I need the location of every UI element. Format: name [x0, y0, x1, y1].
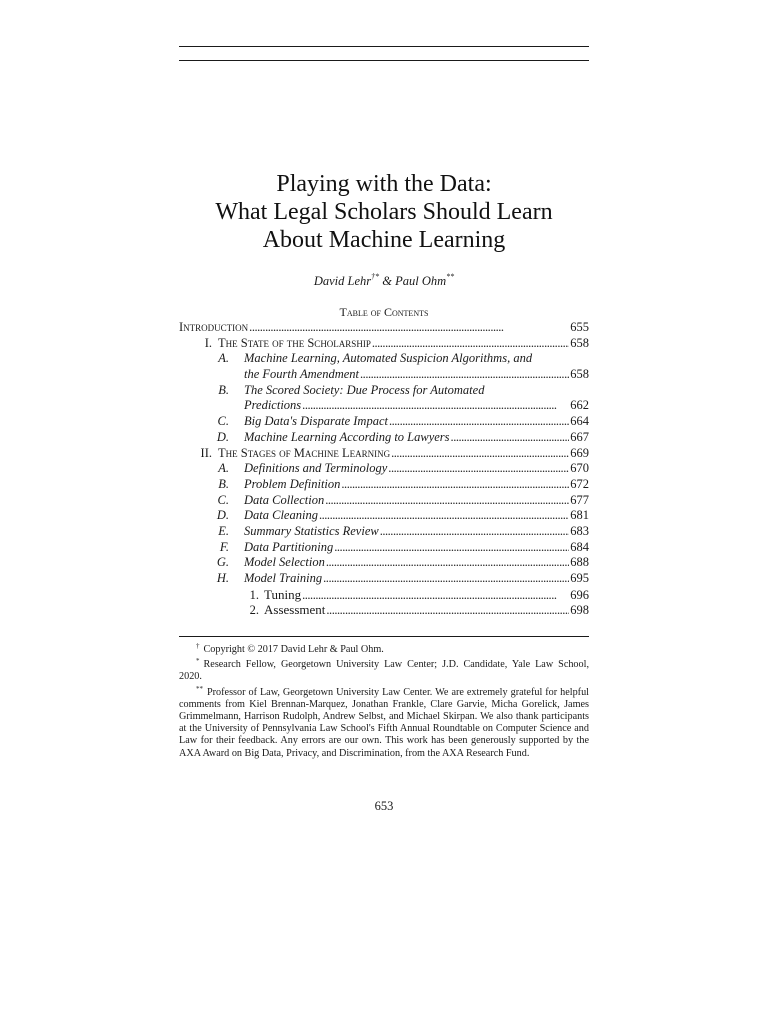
toc-entry-label: the Fourth Amendment: [244, 367, 360, 382]
toc-entry-page: 667: [570, 429, 589, 444]
toc-entry-introduction[interactable]: [179, 320, 589, 336]
toc-entry-part-2-d[interactable]: [179, 508, 589, 524]
footnote-mark: **: [196, 684, 203, 693]
header-rule-bottom: [179, 60, 589, 61]
toc-entry-label: Tuning: [264, 586, 302, 602]
toc-entry-part-2-g[interactable]: [179, 555, 589, 571]
toc-entry-label: The Scored Society: Due Process for Automated: [244, 382, 485, 397]
toc-entry-label: Machine Learning, Automated Suspicion Algorithms, and: [244, 351, 533, 366]
toc-entry-label: Data Cleaning: [244, 508, 318, 523]
footnote-text: Research Fellow, Georgetown University Law Center; J.D. Candidate, Yale Law School, 2020.: [179, 659, 589, 683]
toc-entry-label: Assessment: [264, 602, 326, 618]
toc-entry-part-2-e[interactable]: [179, 524, 589, 540]
footnote-text: Copyright © 2017 David Lehr & Paul Ohm.: [203, 644, 384, 655]
toc-entry-page: 658: [570, 335, 589, 350]
toc-entry-number: I.: [204, 335, 212, 350]
toc-entry-number: II.: [200, 445, 212, 460]
toc-entry-part-2-b[interactable]: [179, 477, 589, 493]
toc-entry-label: The Stages of Machine Learning: [218, 445, 391, 460]
footnote-author-2: [179, 684, 589, 760]
toc-entry-label: Problem Definition: [244, 476, 341, 491]
toc-entry-number: B.: [218, 382, 229, 397]
toc-entry-number: F.: [219, 539, 229, 554]
toc-entry-page: 681: [570, 508, 589, 523]
toc-leader-dots: [380, 524, 570, 540]
toc-entry-number: 1.: [249, 587, 259, 602]
footnote-copyright: [179, 644, 589, 656]
toc-entry-part-2-c[interactable]: [179, 493, 589, 509]
footnote-text: Professor of Law, Georgetown University Law Center. We are extremely grateful for helpful comments from Kiel Brennan-Marquez, Jonathan Frankle, Clare Garvie, Micha Gorelick, James Grimmelmann, Harrison Rudolph, Andrew Selbst, and Michael Skirpan. We also thank participants at the University of Pennsylvania Law School's Fifth Annual Roundtable on Computer Science and Law for their feedback. Any errors are our own. This work has been generously supported by the AXA Award on Big Data, Privacy, and Discrimination, from the AXA Research Fund.: [179, 686, 589, 759]
toc-leader-dots: [326, 555, 569, 571]
toc-entry-page: 684: [570, 539, 589, 554]
toc-leader-dots: [325, 493, 569, 509]
toc-entry-label: Machine Learning According to Lawyers: [244, 429, 450, 444]
author-2: Paul Ohm: [395, 274, 447, 288]
footnote-mark: †: [196, 642, 200, 650]
toc-entry-label: Definitions and Terminology: [244, 461, 388, 476]
toc-entry-part-2[interactable]: [179, 446, 589, 462]
toc-leader-dots: [388, 461, 569, 477]
toc-entry-number: A.: [218, 351, 229, 366]
toc-entry-number: B.: [218, 476, 229, 491]
toc-leader-dots: [341, 477, 569, 493]
title-line-3: About Machine Learning: [262, 227, 506, 253]
toc-entry-label: Model Selection: [244, 555, 325, 570]
toc-entry-page: 698: [570, 603, 589, 618]
footnote-author-1: [179, 659, 589, 683]
toc-entry-label: Data Collection: [244, 492, 325, 507]
toc-entry-page: 695: [570, 571, 589, 585]
toc-entry-page: 655: [570, 320, 589, 334]
toc-entry-part-1-a[interactable]: [179, 351, 589, 367]
toc-leader-dots: [389, 414, 569, 430]
toc-entry-label: Predictions: [244, 398, 302, 413]
toc-entry-label: Data Partitioning: [244, 539, 334, 554]
toc-entry-part-1-b-cont[interactable]: [179, 398, 589, 414]
toc-entry-part-2-h-2[interactable]: [179, 602, 589, 618]
toc-entry-part-1-d[interactable]: [179, 430, 589, 446]
author-connector: &: [379, 274, 396, 288]
author-2-footnote-marks: **: [446, 272, 455, 281]
article-title: [150, 170, 618, 254]
title-line-1: Playing with the Data:: [276, 171, 492, 197]
title-line-2: What Legal Scholars Should Learn: [215, 199, 553, 225]
toc-entry-number: E.: [218, 523, 229, 538]
toc-entry-part-1-a-cont[interactable]: [179, 367, 589, 383]
toc-leader-dots: [326, 603, 569, 619]
toc-entry-part-2-f[interactable]: [179, 540, 589, 556]
toc-entry-number: D.: [216, 429, 229, 444]
toc-entry-part-2-a[interactable]: [179, 461, 589, 477]
toc-entry-label: Model Training: [244, 571, 323, 585]
author-1-footnote-marks: †*: [371, 272, 380, 281]
toc-entry-page: 662: [570, 398, 589, 413]
toc-entry-label: Summary Statistics Review: [244, 523, 379, 538]
toc-entry-part-1-c[interactable]: [179, 414, 589, 430]
footnote-mark: *: [196, 657, 200, 666]
toc-entry-number: G.: [216, 555, 229, 570]
toc-entry-page: 669: [570, 445, 589, 460]
toc-entry-part-2-h-1[interactable]: [179, 587, 589, 603]
toc-leader-dots: [451, 430, 570, 446]
toc-leader-dots: [372, 336, 569, 352]
toc-entry-page: 696: [570, 587, 589, 602]
toc-heading: Table of Contents: [339, 305, 429, 319]
author-line: [179, 273, 589, 289]
toc-entry-page: 677: [570, 492, 589, 507]
toc-entry-page: 672: [570, 476, 589, 491]
toc-leader-dots: [302, 398, 569, 414]
toc-entry-page: 664: [570, 414, 589, 429]
header-rule-top: [179, 46, 589, 47]
toc-leader-dots: [249, 320, 569, 336]
toc-entry-label: Introduction: [179, 320, 249, 334]
toc-entry-part-2-h[interactable]: [179, 571, 589, 587]
table-of-contents: [179, 320, 589, 618]
toc-entry-number: 2.: [249, 603, 259, 618]
toc-entry-part-1[interactable]: [179, 336, 589, 352]
toc-entry-label: The State of the Scholarship: [218, 335, 371, 350]
author-1: David Lehr: [313, 274, 372, 288]
toc-entry-number: D.: [216, 508, 229, 523]
toc-leader-dots: [334, 540, 569, 556]
toc-leader-dots: [319, 508, 569, 524]
toc-entry-page: 688: [570, 555, 589, 570]
toc-entry-number: C.: [217, 492, 229, 507]
toc-entry-number: H.: [216, 571, 229, 585]
toc-leader-dots: [391, 446, 569, 462]
toc-entry-label: Big Data's Disparate Impact: [244, 414, 388, 429]
toc-entry-page: 658: [570, 367, 589, 382]
footnote-separator-rule: [179, 636, 589, 637]
toc-entry-number: A.: [218, 461, 229, 476]
toc-entry-page: 670: [570, 461, 589, 476]
toc-leader-dots: [302, 588, 569, 604]
toc-entry-part-1-b[interactable]: [179, 383, 589, 399]
footnotes: [179, 644, 589, 763]
page-number: 653: [374, 799, 394, 813]
toc-leader-dots: [323, 571, 569, 587]
toc-leader-dots: [360, 367, 569, 383]
toc-entry-number: C.: [217, 414, 229, 429]
toc-entry-page: 683: [570, 523, 589, 538]
